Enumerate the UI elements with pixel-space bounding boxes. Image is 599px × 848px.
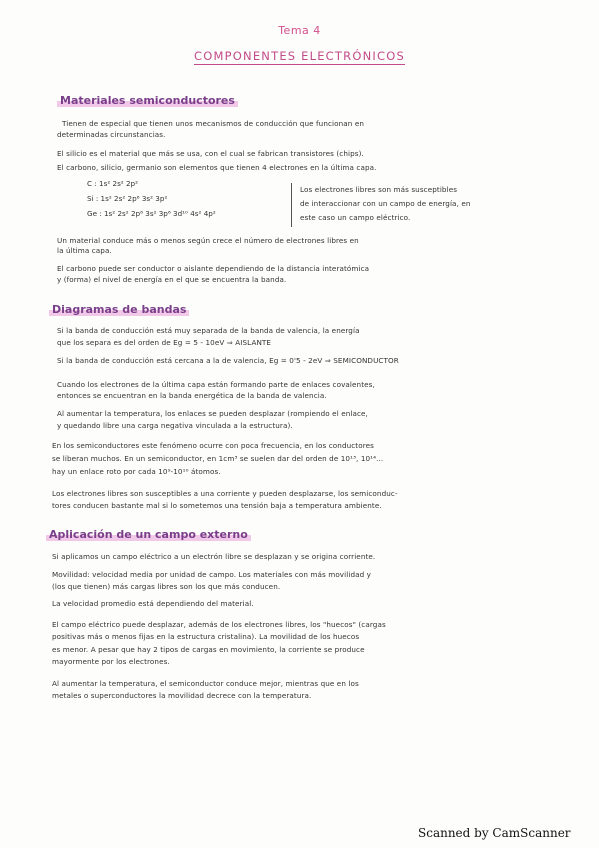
text-line: mayormente por los electrones. xyxy=(52,657,170,666)
text-line: (los que tienen) más cargas libres son los que más conducen. xyxy=(52,582,281,591)
text-line: El carbono, silicio, germanio son elementos que tienen 4 electrones en la última capa. xyxy=(57,163,377,172)
text-line: Tienen de especial que tienen unos mecanismos de conducción que funcionan en xyxy=(62,119,364,128)
text-line: Si la banda de conducción está cercana a la de valencia, Eg = 0'5 - 2eV ⇒ SEMICONDUCTOR xyxy=(57,356,399,365)
text-line: y (forma) el nivel de energía en el que se encuentra la banda. xyxy=(57,275,287,284)
text-line: la última capa. xyxy=(57,246,112,255)
text-line: y quedando libre una carga negativa vinculada a la estructura). xyxy=(57,421,293,430)
formula-carbon: C : 1s² 2s² 2p² xyxy=(87,179,138,188)
note-line: este caso un campo eléctrico. xyxy=(300,213,411,222)
formula-silicon: Si : 1s² 2s² 2p⁶ 3s² 3p² xyxy=(87,194,168,203)
text-line: Los electrones libres son susceptibles a una corriente y pueden desplazarse, los semiconduc- xyxy=(52,489,398,498)
section-title-diagramas: Diagramas de bandas xyxy=(49,303,189,316)
text-line: Si aplicamos un campo eléctrico a un electrón libre se desplazan y se origina corriente. xyxy=(52,552,376,561)
text-line: En los semiconductores este fenómeno ocurre con poca frecuencia, en los conductores xyxy=(52,441,374,450)
text-line: entonces se encuentran en la banda energética de la banda de valencia. xyxy=(57,391,327,400)
text-line: El carbono puede ser conductor o aislante dependiendo de la distancia interatómica xyxy=(57,264,370,273)
text-line: se liberan muchos. En un semiconductor, en 1cm³ se suelen dar del orden de 10¹³, 10¹⁴... xyxy=(52,454,384,463)
page-title: COMPONENTES ELECTRÓNICOS xyxy=(194,49,405,63)
text-line: metales o superconductores la movilidad decrece con la temperatura. xyxy=(52,691,312,700)
text-line: Al aumentar la temperatura, el semiconductor conduce mejor, mientras que en los xyxy=(52,679,359,688)
text-line: hay un enlace roto por cada 10⁹-10¹⁰ átomos. xyxy=(52,467,221,476)
section-title-materiales: Materiales semiconductores xyxy=(57,94,238,107)
note-line: Los electrones libres son más susceptibles xyxy=(300,185,458,194)
text-line: que los separa es del orden de Eg = 5 - 10eV ⇒ AISLANTE xyxy=(57,338,272,347)
text-line: positivas más o menos fijas en la estructura cristalina). La movilidad de los huecos xyxy=(52,632,360,641)
scanner-watermark: Scanned by CamScanner xyxy=(418,826,571,840)
section-title-campo-externo: Aplicación de un campo externo xyxy=(46,528,251,541)
text-line: es menor. A pesar que hay 2 tipos de cargas en movimiento, la corriente se produce xyxy=(52,645,365,654)
text-line: Un material conduce más o menos según crece el número de electrones libres en xyxy=(57,236,359,245)
text-line: determinadas circunstancias. xyxy=(57,130,166,139)
tema-label: Tema 4 xyxy=(278,24,321,37)
text-line: La velocidad promedio está dependiendo del material. xyxy=(52,599,254,608)
text-line: Movilidad: velocidad media por unidad de campo. Los materiales con más movilidad y xyxy=(52,570,372,579)
note-line: de interaccionar con un campo de energía, en xyxy=(300,199,471,208)
text-line: tores conducen bastante mal si lo sometemos una tensión baja a temperatura ambiente. xyxy=(52,501,382,510)
brace-divider xyxy=(291,183,298,227)
text-line: Si la banda de conducción está muy separada de la banda de valencia, la energía xyxy=(57,326,360,335)
text-line: Cuando los electrones de la última capa están formando parte de enlaces covalentes, xyxy=(57,380,375,389)
text-line: Al aumentar la temperatura, los enlaces se pueden desplazar (rompiendo el enlace, xyxy=(57,409,368,418)
formula-germanium: Ge : 1s² 2s² 2p⁶ 3s² 3p⁶ 3d¹⁰ 4s² 4p² xyxy=(87,209,216,218)
text-line: El silicio es el material que más se usa, con el cual se fabrican transistores (chips). xyxy=(57,149,364,158)
text-line: El campo eléctrico puede desplazar, además de los electrones libres, los "huecos" (cargas xyxy=(52,620,386,629)
